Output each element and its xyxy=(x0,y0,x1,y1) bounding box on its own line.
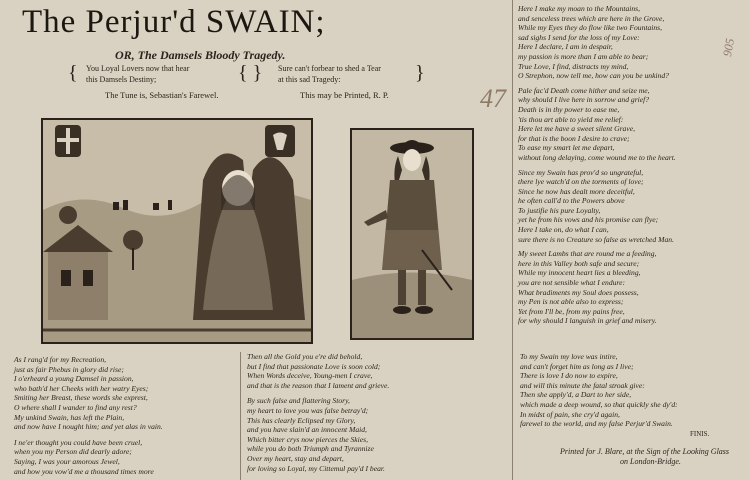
pencil-annotation: 47 xyxy=(480,84,506,113)
pencil-annotation-2: 905 xyxy=(720,37,737,58)
verse-line: when you my Person did dearly adore; xyxy=(14,447,132,457)
brace-right: } xyxy=(415,62,425,84)
tune-line: The Tune is, Sebastian's Farewel. xyxy=(105,90,219,100)
verse-line: he often call'd to the Powers above xyxy=(518,196,625,206)
verse-column-right xyxy=(518,4,746,326)
verse-line: I ne'er thought you could have been cruel, xyxy=(14,437,143,447)
verse-line: Which bitter crys now pierces the Skies, xyxy=(247,434,368,444)
verse-line: Saying, I was your amorous Jewel, xyxy=(14,456,120,466)
verse-line: To my Swain my love was intire, xyxy=(520,352,618,361)
verse-line: while you do both Triumph and Tyrannize xyxy=(247,444,374,454)
verse-line: To ease my smart let me depart, xyxy=(518,143,615,153)
verse-line: my heart to love you was false betray'd; xyxy=(247,405,369,415)
page-subtitle: OR, The Damsels Bloody Tragedy. xyxy=(115,48,286,62)
verse-line: yet he from his vows and his promise can flye; xyxy=(518,215,659,225)
verse-line: sad sighs I send for the loss of my Love: xyxy=(518,32,640,42)
verse-column-lower-middle xyxy=(247,352,497,473)
verse-line: sure there is no Creature so false as wretched Man. xyxy=(518,234,674,244)
verse-line: Here I declare, I am in despair, xyxy=(518,42,613,52)
verse-line: you are not sensible what I endure: xyxy=(518,278,625,288)
verse-line: My sweet Lambs that are round me a feeding, xyxy=(518,249,657,259)
brace-left: { xyxy=(68,62,78,84)
verse-line: By such false and flattering Story, xyxy=(247,396,350,406)
verse-line: but I find that passionate Love is soon cold; xyxy=(247,361,381,371)
verse-line: just as fair Phebus in glory did rise; xyxy=(14,364,124,374)
verse-line: Pale fac'd Death come hither and seize me, xyxy=(518,85,650,95)
verse-line: True Love, I find, distracts my mind, xyxy=(518,61,629,71)
verse-line: I o'erheard a young Damsel in passion, xyxy=(14,374,134,384)
verse-line: Here I take on, do what I can, xyxy=(518,225,609,235)
verse-column-lower-left xyxy=(14,355,239,476)
verse-line: my Pen is not able also to express; xyxy=(518,297,624,307)
verse-line: Yet from I'll be, from my pains free, xyxy=(518,306,625,316)
verse-line: farewel to the world, and my false Perjur'd Swain. xyxy=(520,419,673,429)
finis-label: FINIS. xyxy=(690,430,710,438)
verse-line: There is love I do now to expire, xyxy=(520,371,618,381)
verse-line: for that is the boon I desire to crave; xyxy=(518,133,630,143)
brace-middle: { } xyxy=(238,62,263,84)
verse-line: My unkind Swain, has left the Plain, xyxy=(14,412,125,422)
verse-line: and now have I nought him; and yet alas in vain. xyxy=(14,422,163,432)
verse-line: and senceless trees which are here in the Grove, xyxy=(518,13,665,23)
verse-line: This has clearly Eclipsed my Glory, xyxy=(247,415,356,425)
verse-line: Since he now has dealt more deceitful, xyxy=(518,186,635,196)
woodcut-swain-image xyxy=(350,128,474,340)
verse-line: Over my heart, stay and depart, xyxy=(247,453,344,463)
verse-column-lower-right xyxy=(520,352,745,429)
verse-line: O Strephon, now tell me, how can you be unkind? xyxy=(518,71,669,81)
verse-line: and how you vow'd me a thousand times more xyxy=(14,466,154,476)
verse-line: and you have slain'd an innocent Maid, xyxy=(247,425,367,435)
verse-line: What bradiments my Soul does possess, xyxy=(518,287,639,297)
verse-line: While my Eyes they do flow like two Fountains, xyxy=(518,23,663,33)
column-divider xyxy=(512,0,513,480)
verse-line: When Words deceive, Young-men I crave, xyxy=(247,371,373,381)
verse-line: and will this minute the fatal stroak give: xyxy=(520,380,645,390)
verse-line: While my innocent heart lies a bleeding, xyxy=(518,268,641,278)
verse-line: and that is the reason that I lament and grieve. xyxy=(247,380,390,390)
verse-line: Here I make my moan to the Mountains, xyxy=(518,4,641,13)
imprint: Printed for J. Blare, at the Sign of the Looking Glass on London-Bridge. xyxy=(560,447,730,466)
verse-line: 'tis thou art able to yield me relief: xyxy=(518,114,624,124)
intro-left: You Loyal Lovers now that hear this Damsels Destiny; xyxy=(86,64,190,84)
woodcut-swain-illustration xyxy=(352,130,472,338)
verse-line: here in this Valley both safe and secure; xyxy=(518,258,640,268)
verse-line: my passion is more than I am able to bear; xyxy=(518,51,649,61)
verse-line: and can't forget him as long as I live; xyxy=(520,361,634,371)
page-title: The Perjur'd SWAIN; xyxy=(22,4,326,40)
verse-line: who bath'd her Cheeks with her watry Eyes; xyxy=(14,383,149,393)
verse-line: Here let me have a sweet silent Grave, xyxy=(518,124,635,134)
verse-line: without long delaying, come wound me to the heart. xyxy=(518,152,676,162)
verse-line: there lye watch'd on the torments of love; xyxy=(518,177,644,187)
verse-line: for why should I languish in grief and misery. xyxy=(518,316,657,326)
verse-line: Then all the Gold you e're did behold, xyxy=(247,352,363,361)
verse-line: Smiting her Breast, these words she exprest, xyxy=(14,393,148,403)
verse-line: Since my Swain has prov'd so ungrateful, xyxy=(518,167,644,177)
verse-line: why should I live here in sorrow and grief? xyxy=(518,95,650,105)
verse-line: To justifie his pure Loyalty, xyxy=(518,205,601,215)
verse-line: As I rang'd for my Recreation, xyxy=(14,355,107,364)
verse-line: Then she apply'd, a Dart to her side, xyxy=(520,390,632,400)
column-divider-lower xyxy=(240,352,241,480)
verse-line: Death is in thy power to ease me, xyxy=(518,104,620,114)
verse-line: In midst of pain, she cry'd again, xyxy=(520,409,620,419)
woodcut-damsel-image xyxy=(41,118,313,344)
verse-line: O where shall I wander to find any rest? xyxy=(14,402,137,412)
verse-line: which made a deep wound, so that quickly she dy'd: xyxy=(520,399,678,409)
woodcut-damsel-illustration xyxy=(43,120,311,342)
intro-right: Sure can't forbear to shed a Tear at this sad Tragedy: xyxy=(278,64,381,84)
license-line: This may be Printed, R. P. xyxy=(300,90,389,100)
verse-line: for loving so Loyal, my Cittemul pay'd I bear. xyxy=(247,463,385,473)
